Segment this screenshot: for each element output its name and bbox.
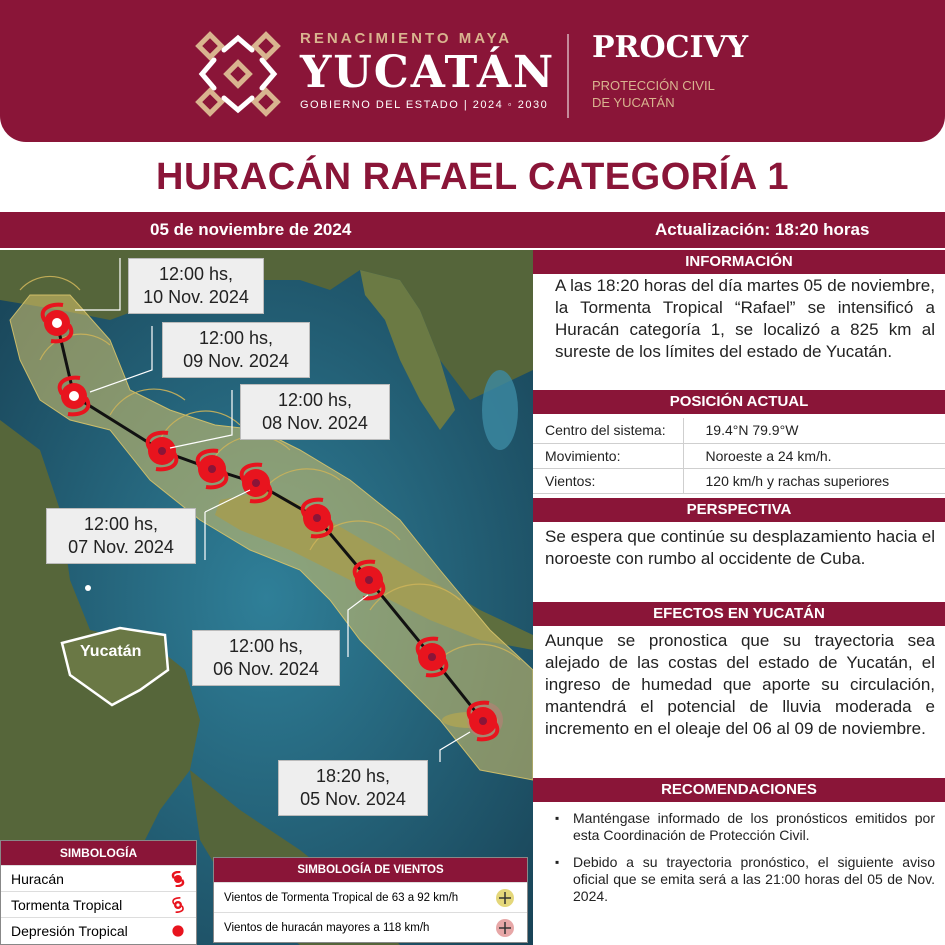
table-row [533,443,945,468]
symbology-legend [0,840,197,945]
page-title: HURACÁN RAFAEL CATEGORÍA 1 [156,156,789,198]
position-key: Vientos: [533,468,683,493]
position-value: Noroeste a 24 km/h. [683,443,945,468]
callout-time: 12:00 hs, [228,636,304,656]
perspective-heading: PERSPECTIVA [533,498,945,522]
header-divider [567,34,569,118]
legend-item-hurricane-winds [214,912,527,942]
org-subtitle-line1: PROTECCIÓN CIVIL [592,78,715,93]
table-row [533,468,945,493]
callout-date: 10 Nov. 2024 [143,287,249,307]
list-item: ▪ Debido a su trayectoria pronóstico, el siguiente aviso oficial que se emita será a las 21:00 horas del 05 de Nov. 2024. [555,854,935,905]
org-subtitle-line2: DE YUCATÁN [592,95,675,110]
callout-06nov [192,630,340,686]
callout-date: 09 Nov. 2024 [183,351,289,371]
callout-time: 12:00 hs, [277,390,353,410]
legend-item-tropical-storm [1,891,196,917]
legend-label: Vientos de huracán mayores a 118 km/h [224,922,430,934]
callout-10nov [128,258,264,314]
header-banner [0,0,945,142]
position-heading: POSICIÓN ACTUAL [533,390,945,414]
org-subtitle [592,77,748,111]
position-value: 19.4°N 79.9°W [683,418,945,443]
tropical-depression-icon [170,923,186,939]
callout-08nov [240,384,390,440]
position-key: Movimiento: [533,443,683,468]
recommendations-heading: RECOMENDACIONES [533,778,945,802]
brand-name: YUCATÁN [300,47,556,98]
info-heading: INFORMACIÓN [533,250,945,274]
yucatan-logo-icon [194,30,282,118]
report-date: 05 de noviembre de 2024 [150,220,352,239]
callout-date: 05 Nov. 2024 [300,789,406,809]
legend-label: Tormenta Tropical [11,897,123,913]
info-panel [533,250,945,945]
position-value: 120 km/h y rachas superiores [683,468,945,493]
brand-block [300,30,556,111]
callout-date: 06 Nov. 2024 [213,659,319,679]
tropical-storm-icon [170,897,186,913]
wind-symbology-legend [213,857,528,943]
org-title: PROCIVY [592,30,749,65]
wind-symbology-title: SIMBOLOGÍA DE VIENTOS [214,858,527,882]
position-table [533,418,945,494]
callout-07nov [46,508,196,564]
legend-item-tropical-depression [1,917,196,943]
yucatan-map-label: Yucatán [80,643,142,660]
legend-label: Depresión Tropical [11,923,128,939]
info-text: A las 18:20 horas del día martes 05 de noviembre, la Tormenta Tropical “Rafael” se intensificó a Huracán categoría 1, se localizó a 825 km al sureste de los límites del estado de Yucatán. [555,276,935,361]
update-time: Actualización: 18:20 horas [655,220,870,239]
symbology-title: SIMBOLOGÍA [1,841,196,865]
perspective-text: Se espera que continúe su desplazamiento hacia el noroeste con rumbo al occidente de Cuba. [545,527,935,568]
callout-time: 12:00 hs, [83,514,159,534]
legend-item-ts-winds [214,882,527,912]
callout-09nov [162,322,310,378]
ts-winds-icon [495,888,515,908]
callout-date: 07 Nov. 2024 [68,537,174,557]
land-bahamas [482,370,518,450]
org-block [592,30,748,111]
brand-subtitle: GOBIERNO DEL ESTADO | 2024 ◦ 2030 [300,99,549,111]
effects-heading: EFECTOS EN YUCATÁN [533,602,945,626]
callout-date: 08 Nov. 2024 [262,413,368,433]
callout-time: 12:00 hs, [158,264,234,284]
land-islet [85,585,91,591]
table-row [533,418,945,443]
effects-text: Aunque se pronostica que su trayectoria sea alejado de las costas del estado de Yucatán, el ingreso de humedad que aporte su circulación, mantendrá el potencial de lluvia moderada e incremento en el oleaje del 06 al 09 de noviembre. [545,631,935,738]
recommendations-list [555,810,935,915]
legend-label: Vientos de Tormenta Tropical de 63 a 92 km/h [224,892,459,904]
date-bar [0,212,945,248]
brand-tagline: RENACIMIENTO MAYA [300,30,513,47]
callout-time: 12:00 hs, [198,328,274,348]
list-item: ▪ Manténgase informado de los pronósticos emitidos por esta Coordinación de Protección Civil. [555,810,935,844]
callout-time: 18:20 hs, [315,766,391,786]
callout-05nov [278,760,428,816]
hurricane-winds-icon [495,918,515,938]
legend-label: Huracán [11,871,64,887]
hurricane-icon [170,871,186,887]
position-key: Centro del sistema: [533,418,683,443]
legend-item-hurricane [1,865,196,891]
